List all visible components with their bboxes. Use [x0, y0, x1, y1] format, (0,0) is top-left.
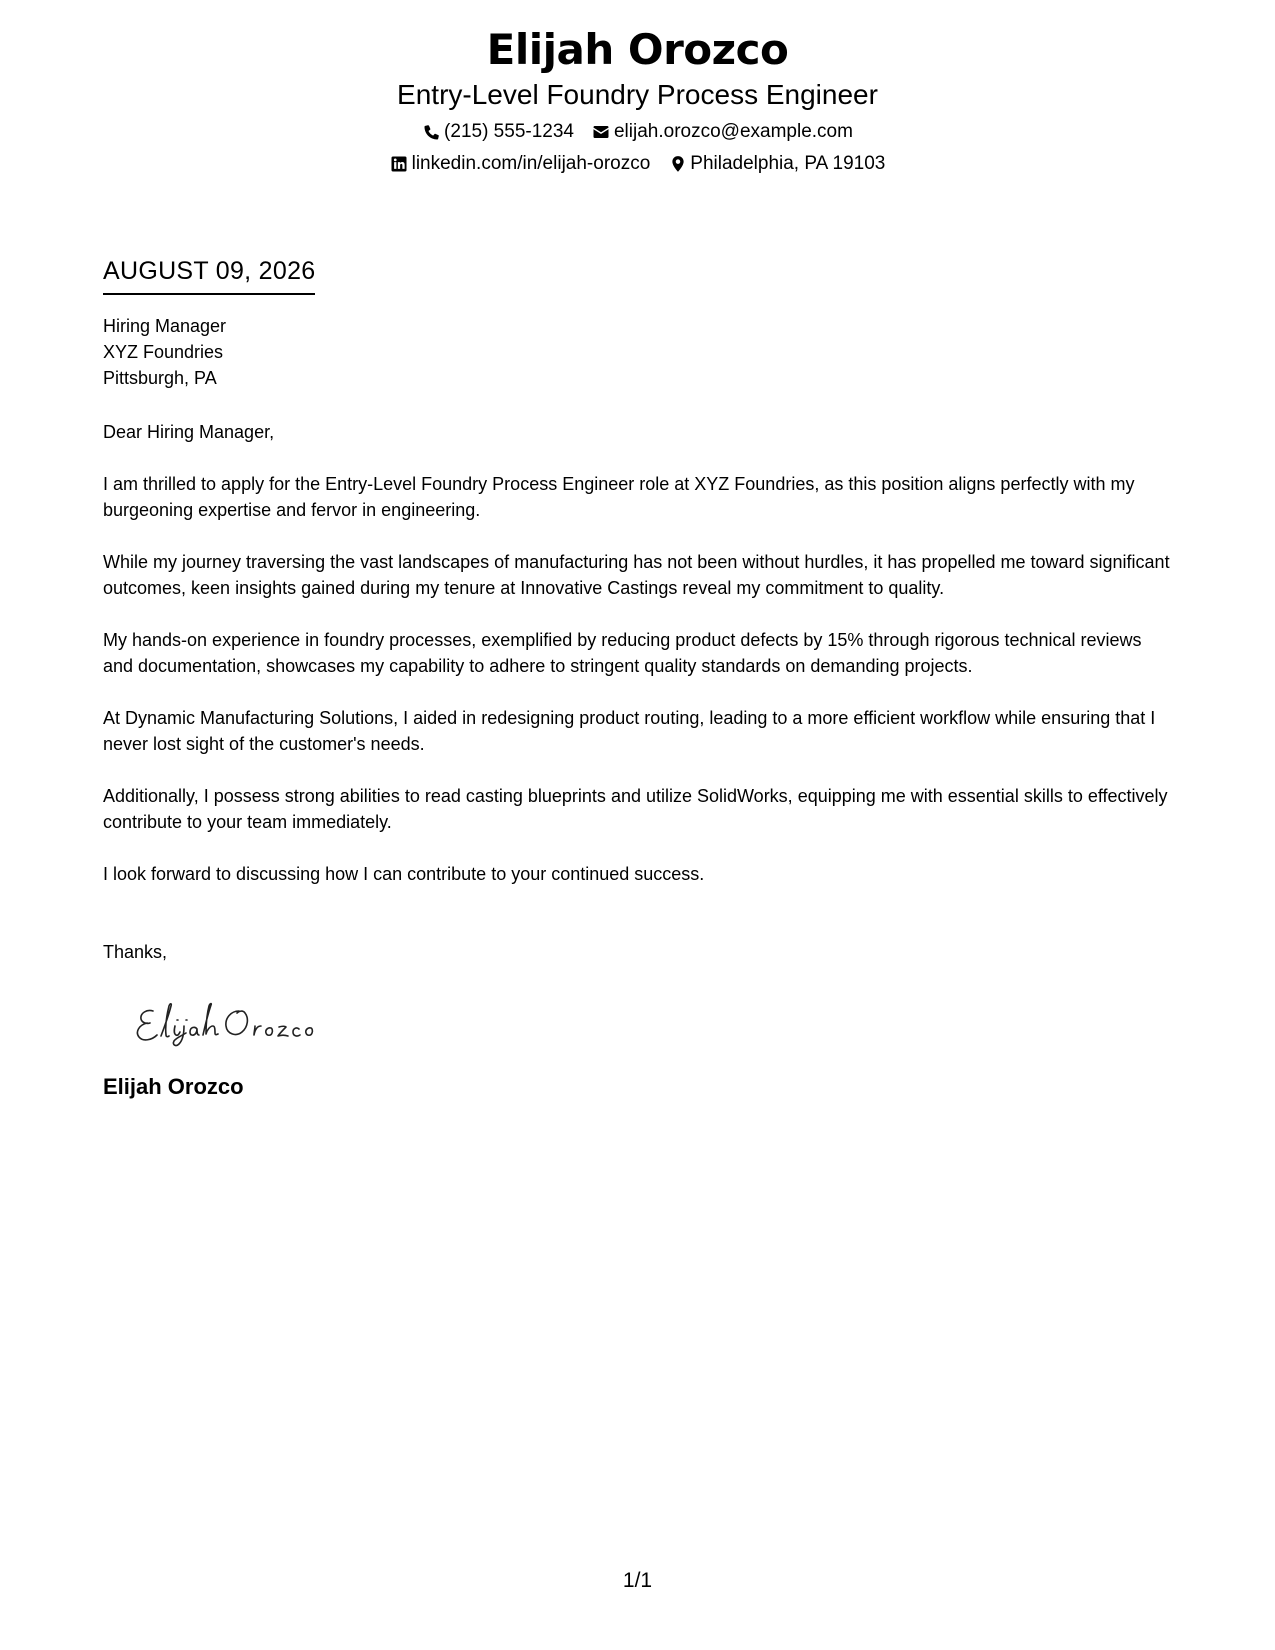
envelope-icon: [592, 123, 611, 142]
signer-name: Elijah Orozco: [103, 1074, 244, 1099]
letter-body: [103, 255, 1173, 1101]
page-number: 1/1: [622, 1569, 653, 1592]
paragraph-dynamic: At Dynamic Manufacturing Solutions, I aided in redesigning product routing, leading to a more efficient workflow while ensuring that I never lost sight of the customer's needs.: [103, 708, 1156, 754]
paragraph-experience: My hands-on experience in foundry processes, exemplified by reducing product defects by 15% through rigorous technical reviews and documentation, showcases my capability to adhere to stringent quality standards on demanding projects.: [103, 630, 1142, 676]
letter-date: AUGUST 09, 2026: [103, 255, 315, 295]
contact-phone: [422, 120, 574, 144]
handwritten-signature: [131, 993, 361, 1057]
contact-email: [592, 120, 853, 144]
linkedin-icon: [390, 155, 409, 174]
closing: Thanks,: [103, 942, 168, 962]
phone-icon: [422, 123, 441, 142]
contact-line-primary: [0, 120, 1275, 144]
email-address: elijah.orozco@example.com: [613, 121, 853, 142]
applicant-name: Elijah Orozco: [486, 25, 789, 74]
recipient-location: Pittsburgh, PA: [103, 368, 217, 388]
contact-line-secondary: [0, 152, 1275, 176]
paragraph-intro: I am thrilled to apply for the Entry-Level Foundry Process Engineer role at XYZ Foundries, as this position aligns perfectly with my burgeoning expertise and fervor in engineering.: [103, 474, 1135, 520]
contact-linkedin: [390, 152, 651, 176]
paragraph-journey: While my journey traversing the vast landscapes of manufacturing has not been without hurdles, it has propelled me toward significant outcomes, keen insights gained during my tenure at Innovative Castings reveal my commitment to quality.: [103, 552, 1170, 598]
paragraph-skills: Additionally, I possess strong abilities to read casting blueprints and utilize SolidWorks, equipping me with essential skills to effectively contribute to your team immediately.: [103, 786, 1168, 832]
phone-number: (215) 555-1234: [444, 121, 574, 142]
paragraph-closing: I look forward to discussing how I can contribute to your continued success.: [103, 864, 705, 884]
recipient-company: XYZ Foundries: [103, 342, 224, 362]
location-text: Philadelphia, PA 19103: [690, 153, 886, 174]
applicant-title: Entry-Level Foundry Process Engineer: [397, 79, 878, 110]
map-marker-icon: [668, 155, 687, 174]
salutation: Dear Hiring Manager,: [103, 422, 275, 442]
recipient-block: [103, 313, 1173, 391]
contact-location: [668, 152, 885, 176]
linkedin-url: linkedin.com/in/elijah-orozco: [411, 153, 651, 174]
recipient-name: Hiring Manager: [103, 316, 227, 336]
letter-header: [0, 22, 1275, 176]
